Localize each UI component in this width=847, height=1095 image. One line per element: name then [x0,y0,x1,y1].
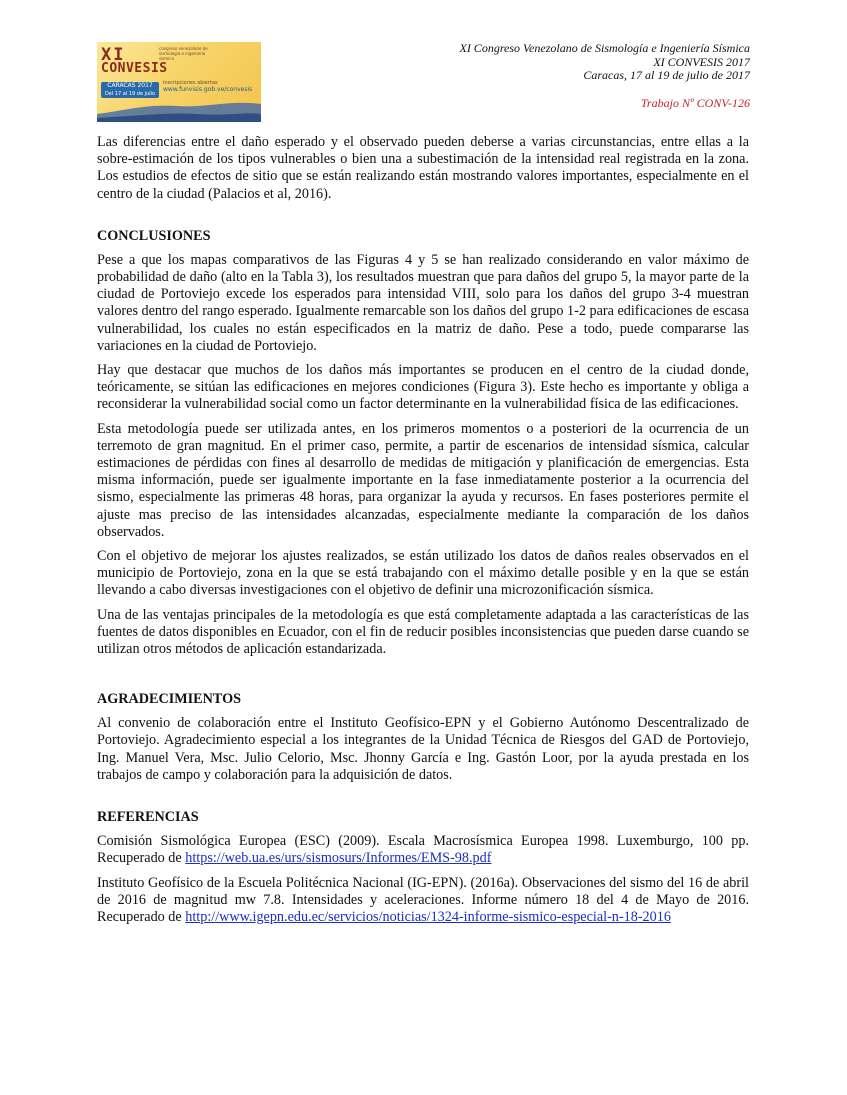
logo-url: inscripciones abiertas [163,80,218,86]
logo-badge-dates: Del 17 al 19 de julio [104,91,156,97]
reference-text: Comisión Sismológica Europea (ESC) (2009). Escala Macrosísmica Europea 1998. Luxemburgo, 100 pp. Recuperado de [97,833,749,867]
reference-text: Instituto Geofísico de la Escuela Politécnica Nacional (IG-EPN). (2016a). Observaciones del sismo del 16 de abril de 2016 de magnitud mw 7.8. Intensidades y aceleraciones. Informe número 18 del 4 de Mayo de 2016. Recuperado de [97,874,749,925]
page-body [97,134,749,933]
logo-badge-city: CARACAS 2017 [107,82,153,89]
section-heading-conclusiones: CONCLUSIONES [97,227,211,244]
header-line2: XI CONVESIS 2017 [653,54,750,69]
mountain-graphic [97,96,261,122]
logo-tagline: congreso venezolano de sismología e ingeniería sísmica [159,46,208,61]
conclusion-paragraph: Esta metodología puede ser utilizada antes, en los primeros momentos o a posteriori de la ocurrencia de un terremoto de gran magnitud. En el primer caso, permite, a partir de escenarios de intensidad sísmica, calcular estimaciones de pérdidas con fines al desarrollo de medidas de mitigación y planificación de emergencias. Esta misma información, puede ser igualmente importante en la fase inmediatamente posterior a la ocurrencia del sismo, especialmente las primeras 48 horas, para organizar la ayuda y recursos. En fases posteriores permite el ajuste mas preciso de las intensidades alcanzadas, especialmente mediante la comparación de los daños observados. [97,420,749,540]
conclusion-paragraph: Hay que destacar que muchos de los daños más importantes se producen en el centro de la ciudad donde, teóricamente, se sitúan las edificaciones en mejores condiciones (Figura 3). Este hecho es importante y obliga a reconsiderar la vulnerabilidad social como un factor determinante en la vulnerabilidad física de las edificaciones. [97,362,749,413]
conclusion-paragraph: Con el objetivo de mejorar los ajustes realizados, se están utilizado los datos de daños reales observados en el municipio de Portoviejo, zona en la que se está trabajando con el máximo detalle posible y en la que se están llevando a cabo diversas investigaciones con el objetivo de definir una microzonificación sísmica. [97,548,749,599]
reference-item [97,875,749,927]
conference-header [459,42,750,110]
reference-item [97,833,749,867]
conclusion-paragraph: Pese a que los mapas comparativos de las Figuras 4 y 5 se han realizado considerando en valor máximo de probabilidad de daño (alto en la Tabla 3), los resultados muestran que para daños del grupo 5, la mayor parte de la ciudad de Portoviejo excede los esperados para intensidad VIII, solo para los daños del grupo 3-4 muestran valores dentro del rango esperado. Igualmente remarcable son los daños del grupo 1-2 para edificaciones de escasa vulnerabilidad, los cuales no están especificados en la matriz de daño. Pese a todo, puede compararse las variaciones en la ciudad de Portoviejo. [97,251,749,354]
logo-name: CONVESIS [101,61,168,76]
section-heading-referencias: REFERENCIAS [97,809,199,826]
logo-url: www.funvisis.gob.ve/convesis [163,86,253,93]
conclusion-paragraph: Una de las ventajas principales de la metodología es que está completamente adaptada a las características de las fuentes de datos disponibles en Ecuador, con el fin de reducir posibles inconsistencias que pueden darse cuando se utilizan otros métodos de aplicación estandarizada. [97,606,749,658]
acknowledgements-paragraph: Al convenio de colaboración entre el Instituto Geofísico-EPN y el Gobierno Autónomo Descentralizado de Portoviejo. Agradecimiento especial a los integrantes de la Unidad Técnica de Riesgos del GAD de Portoviejo, Ing. Manuel Vera, Msc. Julio Celorio, Msc. Jhonny García e Ing. Gastón Loor, por la ayuda prestada en los trabajos de campo y colaboración para la adquisición de datos. [97,715,749,783]
paper-number: Trabajo Nº CONV-126 [640,95,750,110]
header-line3: Caracas, 17 al 19 de julio de 2017 [583,68,750,82]
logo-numeral: XI [101,45,126,65]
reference-link[interactable]: https://web.ua.es/urs/sismosurs/Informes/EMS-98.pdf [185,850,492,867]
congress-logo [97,42,261,122]
header-line1: XI Congreso Venezolano de Sismología e Ingeniería Sísmica [459,41,750,55]
section-heading-agradecimientos: AGRADECIMIENTOS [97,691,242,708]
reference-link[interactable]: http://www.igepn.edu.ec/servicios/noticias/1324-informe-sismico-especial-n-18-2016 [185,908,671,925]
intro-paragraph: Las diferencias entre el daño esperado y el observado pueden deberse a varias circunstancias, entre ellas a la sobre-estimación de los tipos vulnerables o bien una a subestimación de la intensidad real registrada en la zona. Los estudios de efectos de sitio que se están realizando están mostrando valores importantes, especialmente en el centro de la ciudad (Palacios et al, 2016). [97,134,749,202]
